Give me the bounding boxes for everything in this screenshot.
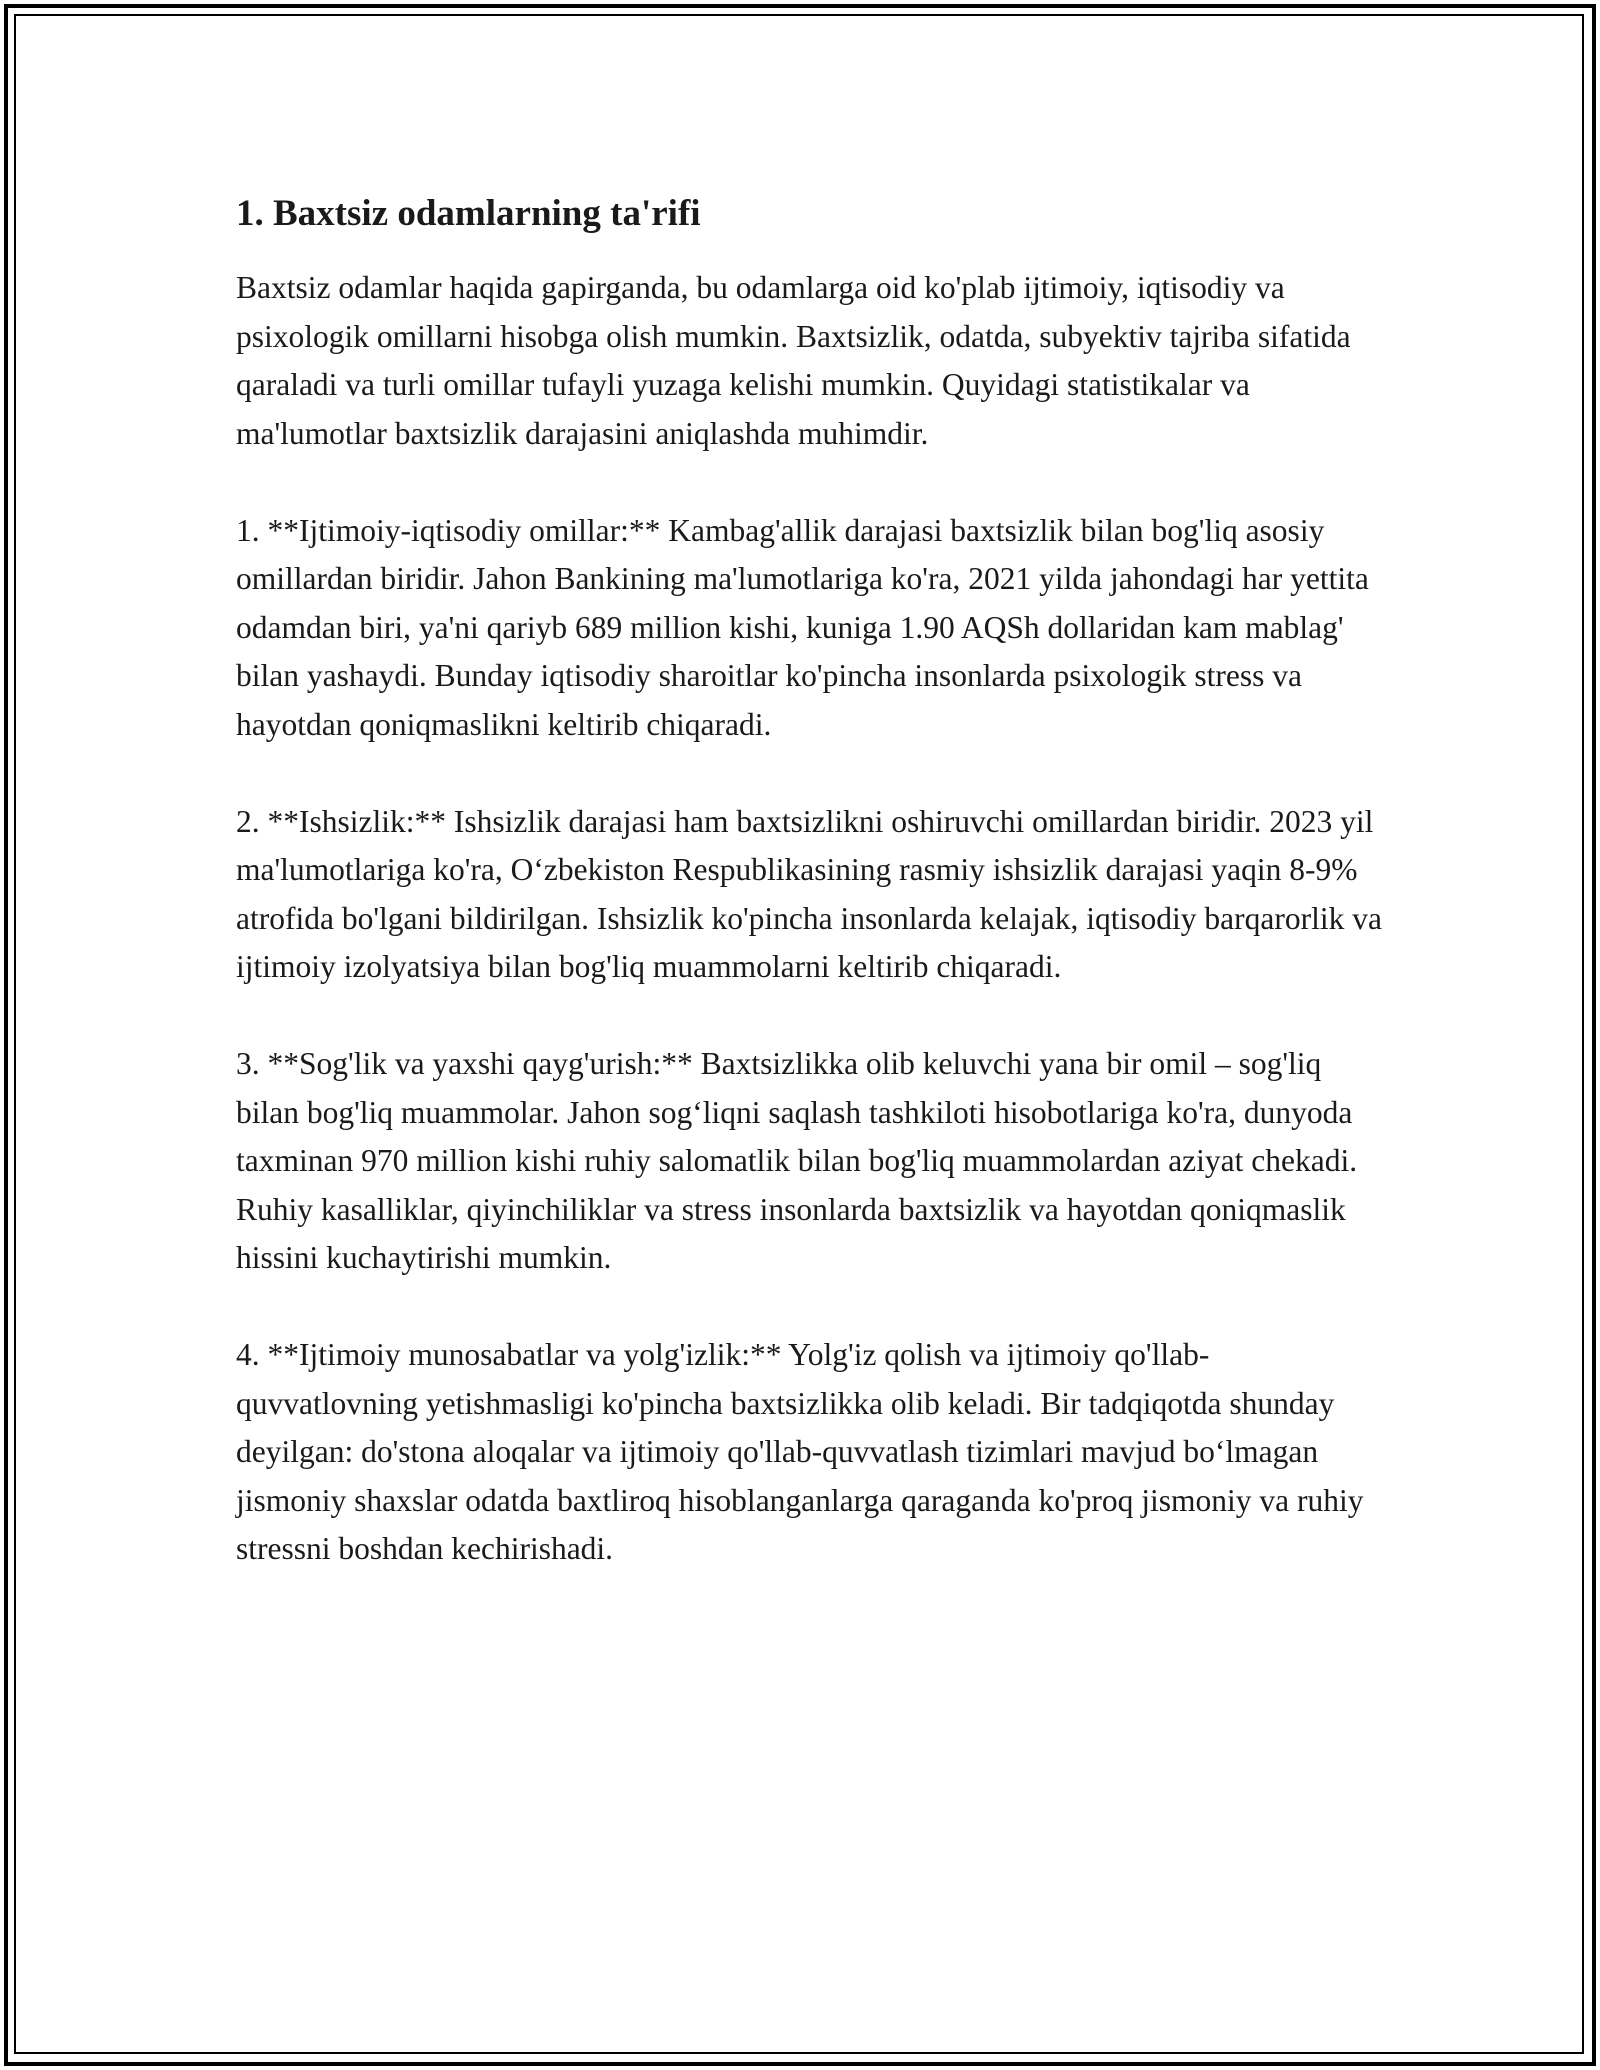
paragraph-socioeconomic-factors: 1. **Ijtimoiy-iqtisodiy omillar:** Kambag'allik darajasi baxtsizlik bilan bog'liq asosiy omillardan biridir. Jahon Bankining ma'lumotlariga ko'ra, 2021 yilda jahondagi har yettita odamdan biri, ya'ni qariyb 689 million kishi, kuniga 1.90 AQSh dollaridan kam mablag' bilan yashaydi. Bunday iqtisodiy sharoitlar ko'pincha insonlarda psixologik stress va hayotdan qoniqmaslikni keltirib chiqaradi. xyxy=(236,512,1369,742)
section-title: 1. Baxtsiz odamlarning ta'rifi xyxy=(236,193,701,234)
document-body xyxy=(236,188,1386,1622)
paragraph-health: 3. **Sog'lik va yaxshi qayg'urish:** Baxtsizlikka olib keluvchi yana bir omil – sog'liq bilan bog'liq muammolar. Jahon sog‘liqni saqlash tashkiloti hisobotlariga ko'ra, dunyoda taxminan 970 million kishi ruhiy salomatlik bilan bog'liq muammolardan aziyat chekadi. Ruhiy kasalliklar, qiyinchiliklar va stress insonlarda baxtsizlik va hayotdan qoniqmaslik hissini kuchaytirishi mumkin. xyxy=(236,1046,1358,1275)
paragraph-unemployment: 2. **Ishsizlik:** Ishsizlik darajasi ham baxtsizlikni oshiruvchi omillardan biridir. 2023 yil ma'lumotlariga ko'ra, O‘zbekiston Respublikasining rasmiy ishsizlik darajasi yaqin 8-9% atrofida bo'lgani bildirilgan. Ishsizlik ko'pincha insonlarda kelajak, iqtisodiy barqarorlik va ijtimoiy izolyatsiya bilan bog'liq muammolarni keltirib chiqaradi. xyxy=(236,803,1382,984)
paragraph-social-relations: 4. **Ijtimoiy munosabatlar va yolg'izlik:** Yolg'iz qolish va ijtimoiy qo'llab-quvvatlovning yetishmasligi ko'pincha baxtsizlikka olib keladi. Bir tadqiqotda shunday deyilgan: do'stona aloqalar va ijtimoiy qo'llab-quvvatlash tizimlari mavjud bo‘lmagan jismoniy shaxslar odatda baxtliroq hisoblanganlarga qaraganda ko'proq jismoniy va ruhiy stressni boshdan kechirishadi. xyxy=(236,1337,1364,1566)
paragraph-intro: Baxtsiz odamlar haqida gapirganda, bu odamlarga oid ko'plab ijtimoiy, iqtisodiy va psixologik omillarni hisobga olish mumkin. Baxtsizlik, odatda, subyektiv tajriba sifatida qaraladi va turli omillar tufayli yuzaga kelishi mumkin. Quyidagi statistikalar va ma'lumotlar baxtsizlik darajasini aniqlashda muhimdir. xyxy=(236,270,1351,451)
